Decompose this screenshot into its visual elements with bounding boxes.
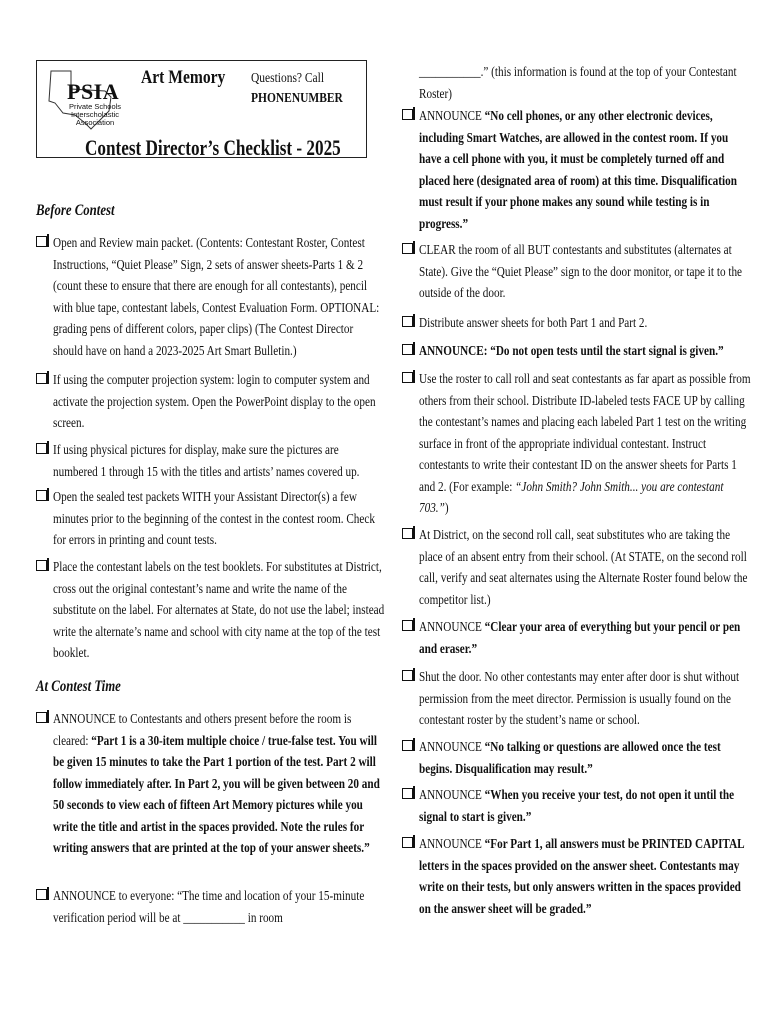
- questions-label: Questions? Call: [251, 71, 325, 86]
- checklist-item-text: Shut the door. No other contestants may enter after door is shut without permission from the meet director. Permission is usually found on the contestant roster by the student’s name or school.: [419, 670, 740, 728]
- checkbox-icon[interactable]: [402, 316, 413, 327]
- checklist-item[interactable]: [36, 886, 368, 929]
- checkbox-icon[interactable]: [402, 670, 413, 681]
- checklist-item[interactable]: [36, 557, 385, 665]
- checklist-item-text: Open and Review main packet. (Contents: Contestant Roster, Contest Instructions, “Quiet Please” Sign, 2 sets of answer sheets-Parts 1 & 2 (count these to ensure that there are enough for all contestants), pencil with blue tape, contestant labels, Contest Evaluation Form. OPTIONAL: grading pens of different colors, paper clips) (The Contest Director should have on hand a 2023-2025 Art Smart Bulletin.): [53, 236, 380, 359]
- checklist-item-text: At District, on the second roll call, seat substitutes who are taking the place of an absent entry from their school. (At STATE, on the second roll call, verify and seat alternates using the Alternate Roster found below the competitor list.): [419, 528, 748, 608]
- checklist-item-text: If using the computer projection system: login to computer system and activate the projection system. Open the PowerPoint display to the open screen.: [53, 373, 376, 431]
- checklist-item-text: Open the sealed test packets WITH your Assistant Director(s) a few minutes prior to the beginning of the contest in the contest room. Check for errors in printing and count tests.: [53, 490, 375, 548]
- checklist-item[interactable]: [402, 313, 734, 335]
- checklist-item-text: ANNOUNCE: [419, 788, 485, 803]
- logo-subtitle: Private Schools Interscholastic Association: [68, 102, 122, 127]
- announce-quote: “No talking or questions are allowed once the test begins. Disqualification may result.”: [419, 740, 721, 777]
- announce-intro: ANNOUNCE to Contestants and others present before the room is cleared:: [53, 712, 352, 749]
- checkbox-icon[interactable]: [402, 837, 413, 848]
- checklist-item-text: ANNOUNCE to everyone: “The time and location of your 15-minute verification period will be at ___________ in room: [53, 889, 365, 926]
- checklist-item-text: Place the contestant labels on the test booklets. For substitutes at District, cross out the original contestant’s name and write the name of the substitute on the label. For alternates at State, do not use the label; instead write the alternate’s name and school with city name at the top of the test booklet.: [53, 560, 385, 661]
- checklist-item[interactable]: [36, 709, 380, 860]
- checklist-item-text: CLEAR the room of all BUT contestants and substitutes (alternates at State). Give the “Quiet Please” sign to the door monitor, or tape it to the outside of the door.: [419, 243, 743, 301]
- checklist-item[interactable]: [402, 667, 740, 732]
- checkbox-icon[interactable]: [36, 236, 47, 247]
- checklist-item[interactable]: [36, 233, 380, 362]
- announce-quote: “When you receive your test, do not open it until the signal to start is given.”: [419, 788, 735, 825]
- logo-text: PSIA: [67, 79, 120, 104]
- checklist-item[interactable]: [402, 834, 745, 920]
- checklist-item[interactable]: [402, 525, 748, 611]
- section-heading-before: Before Contest: [36, 202, 115, 219]
- announce-quote: ANNOUNCE: “Do not open tests until the start signal is given.”: [419, 344, 724, 359]
- announce-quote: “For Part 1, all answers must be PRINTED CAPITAL letters in the spaces provided on the answer sheet. Contestants may write on their tests, but only answers written in the spaces provided on the answer sheet will be graded.”: [419, 837, 745, 917]
- checklist-item-text: ANNOUNCE: [419, 620, 485, 635]
- checklist-item-text-end: ): [444, 501, 449, 516]
- checkbox-icon[interactable]: [36, 560, 47, 571]
- checkbox-icon[interactable]: [36, 373, 47, 384]
- checkbox-icon[interactable]: [402, 109, 413, 120]
- checkbox-icon[interactable]: [36, 889, 47, 900]
- announce-quote: “Clear your area of everything but your pencil or pen and eraser.”: [419, 620, 741, 657]
- header-box: [36, 60, 367, 158]
- checklist-item[interactable]: [36, 370, 376, 435]
- checkbox-icon[interactable]: [402, 243, 413, 254]
- checkbox-icon[interactable]: [402, 528, 413, 539]
- checklist-item-text: ANNOUNCE: [419, 109, 485, 124]
- section-heading-at-contest: At Contest Time: [36, 678, 121, 695]
- checkbox-icon[interactable]: [402, 372, 413, 383]
- checklist-item[interactable]: [402, 785, 734, 828]
- checklist-item-text: ANNOUNCE: [419, 740, 485, 755]
- checklist-item[interactable]: [36, 487, 375, 552]
- checkbox-icon[interactable]: [402, 620, 413, 631]
- checklist-item[interactable]: [402, 240, 743, 305]
- event-title: Art Memory: [141, 67, 226, 88]
- announce-quote: “Part 1 is a 30-item multiple choice / true-false test. You will be given 15 minutes to take the Part 1 portion of the test. Part 2 will follow immediately after. In Part 2, you will be given between 20 and 50 seconds to view each of fifteen Art Memory pictures while you write the title and artist in the spaces provided. Note the rules for writing answers that are printed at the top of your answer sheets.”: [53, 733, 380, 856]
- checklist-item[interactable]: [402, 341, 734, 363]
- checkbox-icon[interactable]: [402, 344, 413, 355]
- example-text: “John Smith? John Smith... you are contestant 703.”: [419, 479, 724, 516]
- checklist-item-text: If using physical pictures for display, make sure the pictures are numbered 1 through 15 with the titles and artists’ names covered up.: [53, 443, 360, 480]
- checklist-item-text: Use the roster to call roll and seat contestants as far apart as possible from others from their school. Distribute ID-labeled tests FACE UP by calling the contestant’s names and placing each labeled Part 1 test on the writing surface in front of the appropriate individual contestant. Instruct contestants to write their contestant ID on the answer sheets for Parts 1 and 2. (For example:: [419, 372, 751, 495]
- checklist-item[interactable]: [36, 440, 368, 483]
- checklist-item[interactable]: [402, 369, 751, 520]
- phone-number: PHONENUMBER: [251, 91, 343, 106]
- page-title: Contest Director’s Checklist - 2025: [85, 135, 341, 160]
- checklist-item[interactable]: [402, 106, 737, 235]
- checkbox-icon[interactable]: [402, 788, 413, 799]
- checkbox-icon[interactable]: [36, 712, 47, 723]
- checkbox-icon[interactable]: [36, 490, 47, 501]
- checkbox-icon[interactable]: [402, 740, 413, 751]
- continued-text: ___________.” (this information is found at the top of your Contestant Roster): [419, 65, 737, 102]
- questions-contact: [251, 69, 343, 109]
- psia-logo: [45, 67, 137, 131]
- checklist-item[interactable]: [402, 617, 741, 660]
- checklist-item-text: ANNOUNCE: [419, 837, 485, 852]
- checklist-item-text: Distribute answer sheets for both Part 1 and Part 2.: [419, 316, 648, 331]
- checklist-item[interactable]: [402, 737, 734, 780]
- checkbox-icon[interactable]: [36, 443, 47, 454]
- announce-quote: “No cell phones, or any other electronic devices, including Smart Watches, are allowed in the contest room. If you have a cell phone with you, it must be completely turned off and placed here (designated area of room) at this time. Disqualification must result if your phone makes any sound while testing is in progress.”: [419, 109, 737, 232]
